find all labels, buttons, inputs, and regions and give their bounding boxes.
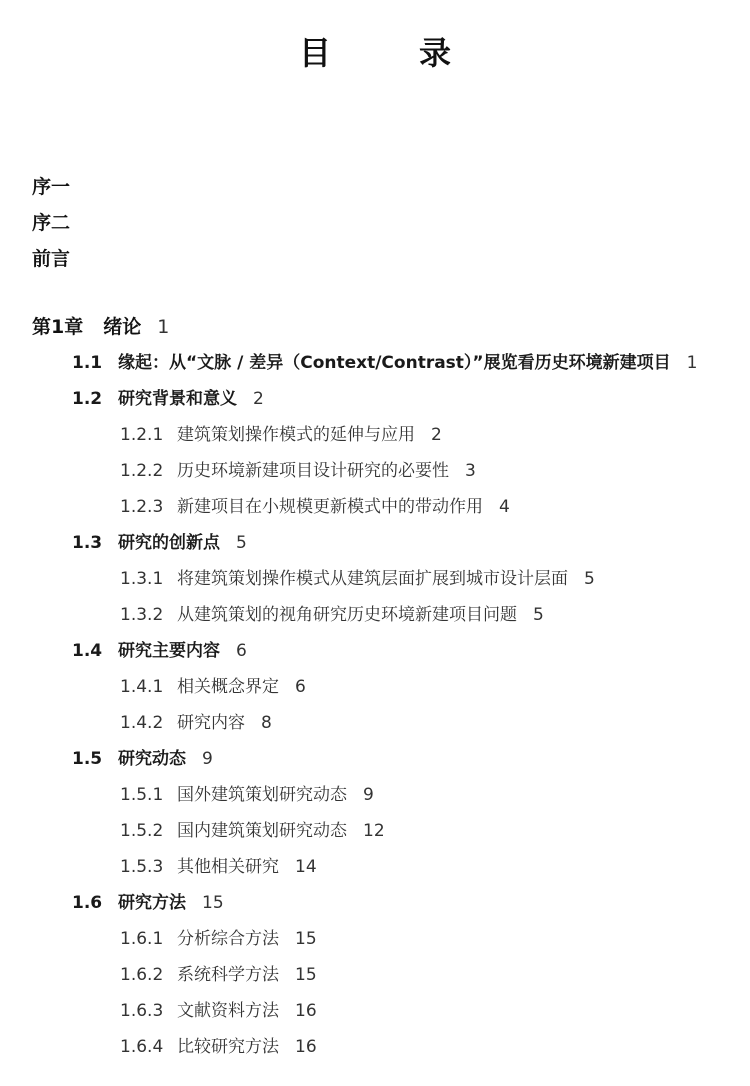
toc-section-1-5[interactable] [72,747,213,771]
page-number: 9 [363,785,374,805]
page-title: 目 录 [298,34,479,72]
toc-section-1-3[interactable] [72,531,247,555]
section-number: 1.5 [72,749,103,769]
subsection-number: 1.5.2 [120,821,164,841]
subsection-number: 1.2.2 [120,461,164,481]
subsection-title: 国内建筑策划研究动态 [177,821,347,841]
page-number: 1 [157,316,170,338]
subsection-title: 文献资料方法 [177,1001,279,1021]
page-number: 2 [253,389,264,409]
subsection-title: 历史环境新建项目设计研究的必要性 [177,461,449,481]
toc-subsection-1-3-2[interactable] [120,603,544,627]
toc-section-1-2[interactable] [72,387,264,411]
section-title: 研究主要内容 [118,641,220,661]
toc-subsection-1-6-4[interactable] [120,1035,317,1059]
page-number: 16 [295,1037,317,1057]
section-number: 1.1 [72,353,103,373]
toc-subsection-1-4-1[interactable] [120,675,306,699]
section-number: 1.6 [72,893,103,913]
toc-subsection-1-2-1[interactable] [120,423,442,447]
subsection-number: 1.4.2 [120,713,164,733]
page-number: 5 [533,605,544,625]
subsection-number: 1.6.1 [120,929,164,949]
toc-section-1-4[interactable] [72,639,247,663]
toc-subsection-1-3-1[interactable] [120,567,595,591]
subsection-title: 新建项目在小规模更新模式中的带动作用 [177,497,483,517]
toc-subsection-1-2-3[interactable] [120,495,510,519]
toc-subsection-1-5-1[interactable] [120,783,374,807]
chapter-title: 绪论 [103,316,142,338]
toc-section-1-6[interactable] [72,891,224,915]
page-number: 6 [236,641,247,661]
section-number: 1.4 [72,641,103,661]
page-number: 3 [465,461,476,481]
subsection-title: 从建筑策划的视角研究历史环境新建项目问题 [177,605,517,625]
section-number: 1.3 [72,533,103,553]
subsection-number: 1.6.2 [120,965,164,985]
page-number: 1 [686,353,698,373]
subsection-title: 分析综合方法 [177,929,279,949]
toc-subsection-1-6-2[interactable] [120,963,317,987]
page-number: 15 [202,893,224,913]
subsection-number: 1.5.3 [120,857,164,877]
section-number: 1.2 [72,389,103,409]
page-number: 16 [295,1001,317,1021]
page-number: 15 [295,929,317,949]
section-title: 缘起：从“文脉 / 差异（Context/Contrast）”展览看历史环境新建项目 [118,353,671,373]
subsection-title: 相关概念界定 [177,677,279,697]
toc-subsection-1-5-2[interactable] [120,819,385,843]
toc-entry-foreword[interactable]: 前言 [32,248,71,270]
subsection-number: 1.5.1 [120,785,164,805]
section-title: 研究的创新点 [118,533,220,553]
page-number: 15 [295,965,317,985]
toc-subsection-1-5-3[interactable] [120,855,317,879]
page-number: 12 [363,821,385,841]
subsection-title: 建筑策划操作模式的延伸与应用 [177,425,415,445]
subsection-number: 1.6.3 [120,1001,164,1021]
page-number: 14 [295,857,317,877]
toc-entry-preface-2[interactable]: 序二 [32,212,71,234]
subsection-number: 1.6.4 [120,1037,164,1057]
toc-subsection-1-2-2[interactable] [120,459,476,483]
page-number: 5 [584,569,595,589]
subsection-number: 1.2.1 [120,425,164,445]
page-number: 6 [295,677,306,697]
subsection-title: 研究内容 [177,713,245,733]
page-number: 8 [261,713,272,733]
chapter-number: 第1章 [32,316,84,338]
toc-subsection-1-6-3[interactable] [120,999,317,1023]
page-number: 4 [499,497,510,517]
toc-section-1-1[interactable] [72,351,697,375]
subsection-number: 1.3.1 [120,569,164,589]
toc-subsection-1-6-1[interactable] [120,927,317,951]
subsection-title: 系统科学方法 [177,965,279,985]
subsection-title: 将建筑策划操作模式从建筑层面扩展到城市设计层面 [177,569,568,589]
toc-subsection-1-4-2[interactable] [120,711,272,735]
section-title: 研究动态 [118,749,186,769]
subsection-number: 1.3.2 [120,605,164,625]
page-number: 9 [202,749,213,769]
subsection-number: 1.2.3 [120,497,164,517]
subsection-title: 国外建筑策划研究动态 [177,785,347,805]
section-title: 研究方法 [118,893,186,913]
subsection-title: 比较研究方法 [177,1037,279,1057]
toc-chapter-1[interactable] [32,315,169,339]
page-number: 5 [236,533,247,553]
toc-entry-preface-1[interactable]: 序一 [32,176,71,198]
subsection-number: 1.4.1 [120,677,164,697]
section-title: 研究背景和意义 [118,389,237,409]
page-number: 2 [431,425,442,445]
subsection-title: 其他相关研究 [177,857,279,877]
